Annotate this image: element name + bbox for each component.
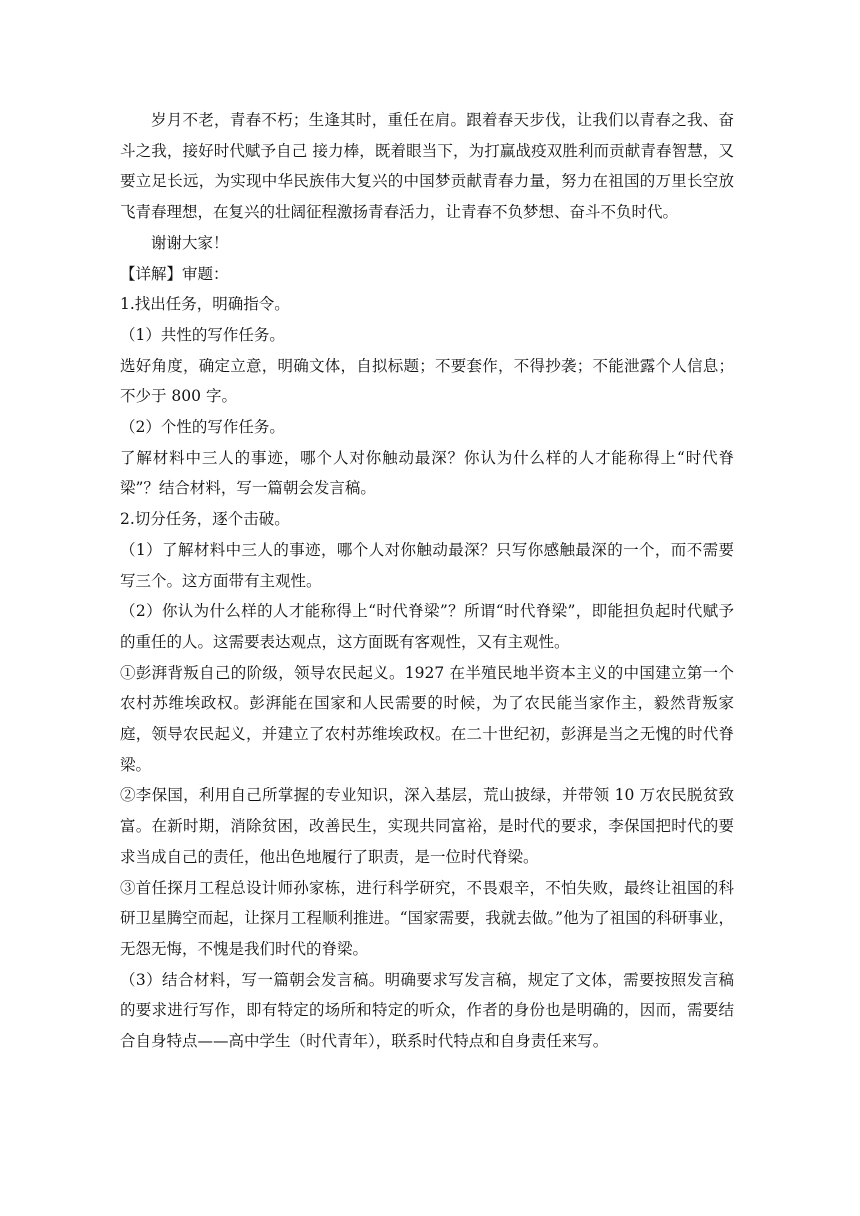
example-peng-pai: ①彭湃背叛自己的阶级，领导农民起义。1927 在半殖民地半资本主义的中国建立第一个农村苏维埃政权。彭湃能在国家和人民需要的时候，为了农民能当家作主，毅然背叛家庭，领导农民起义，并建立了农村苏维埃政权。在二十世纪初，彭湃是当之无愧的时代脊梁。: [120, 663, 734, 774]
step-1-heading: 1.找出任务，明确指令。: [120, 295, 290, 314]
thanks-line: 谢谢大家！: [151, 233, 229, 252]
example-sun-jiadong: ③首任探月工程总设计师孙家栋，进行科学研究，不畏艰辛，不怕失败，最终让祖国的科研卫星腾空而起，让探月工程顺利推进。“国家需要，我就去做。”他为了祖国的科研事业，无怨无悔，不愧是我们时代的脊梁。: [120, 878, 734, 958]
subtask-1: （1）了解材料中三人的事迹，哪个人对你触动最深？只写你感触最深的一个，而不需要写三个。这方面带有主观性。: [120, 540, 734, 590]
closing-paragraph: 岁月不老，青春不朽；生逢其时，重任在肩。跟着春天步伐，让我们以青春之我、奋斗之我，接好时代赋予自己 接力棒，既着眼当下，为打赢战疫双胜利而贡献青春智慧，又要立足长远，为实现中华民族伟大复兴的中国梦贡献青春力量，努力在祖国的万里长空放飞青春理想，在复兴的壮阔征程激扬青春活力，让青春不负梦想、奋斗不负时代。: [120, 111, 734, 222]
subtask-3: （3）结合材料，写一篇朝会发言稿。明确要求写发言稿，规定了文体，需要按照发言稿的要求进行写作，即有特定的场所和特定的听众，作者的身份也是明确的，因而，需要结合自身特点——高中学生（时代青年），联系时代特点和自身责任来写。: [120, 970, 734, 1051]
step-2-heading: 2.切分任务，逐个击破。: [120, 510, 290, 529]
analysis-heading: 【详解】审题：: [120, 264, 229, 283]
individual-task-heading: （2）个性的写作任务。: [120, 418, 285, 437]
individual-task-text: 了解材料中三人的事迹，哪个人对你触动最深？你认为什么样的人才能称得上“时代脊梁”？结合材料，写一篇朝会发言稿。: [120, 448, 734, 498]
subtask-2: （2）你认为什么样的人才能称得上“时代脊梁”？所谓“时代脊梁”，即能担负起时代赋予的重任的人。这需要表达观点，这方面既有客观性，又有主观性。: [120, 602, 734, 651]
common-task-text: 选好角度，确定立意，明确文体，自拟标题；不要套作，不得抄袭；不能泄露个人信息；不少于 800 字。: [120, 356, 734, 406]
common-task-heading: （1）共性的写作任务。: [120, 325, 285, 344]
example-li-baoguo: ②李保国，利用自己所掌握的专业知识，深入基层，荒山披绿，并带领 10 万农民脱贫致富。在新时期，消除贫困，改善民生，实现共同富裕，是时代的要求，李保国把时代的要求当成自己的责任，他出色地履行了职责，是一位时代脊梁。: [120, 786, 734, 866]
